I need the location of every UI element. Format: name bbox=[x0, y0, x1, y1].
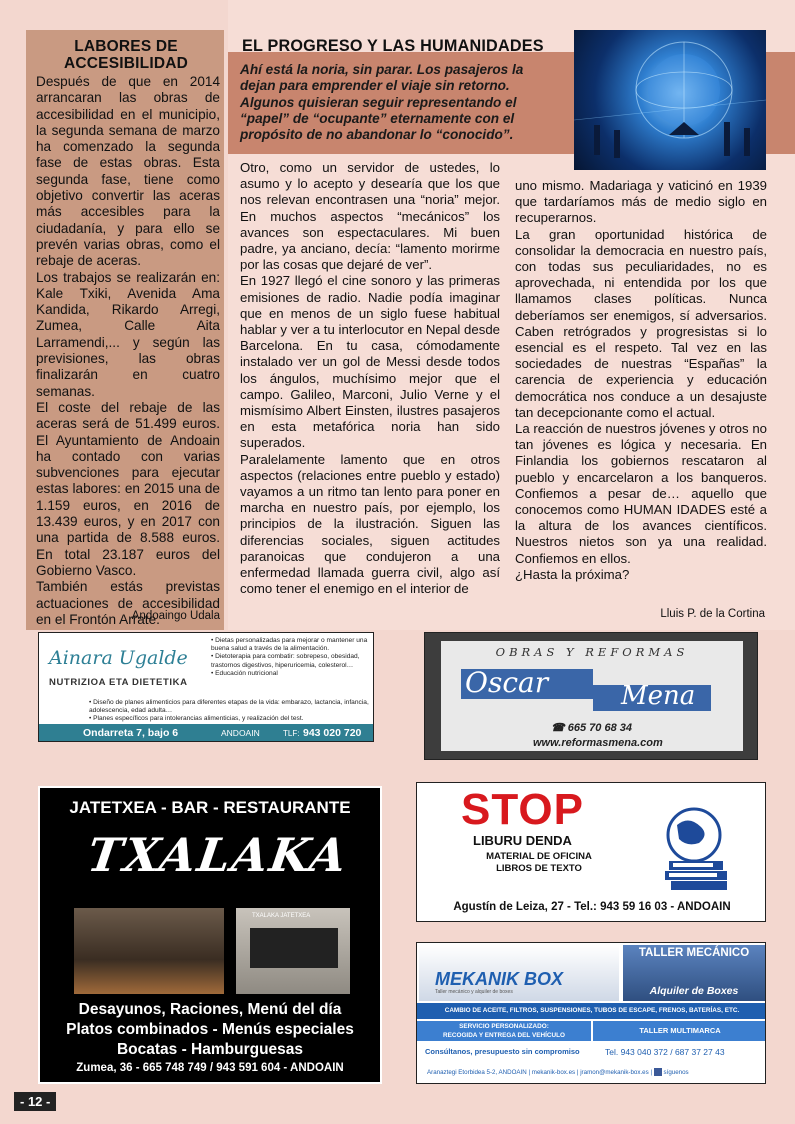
mekanik-alquiler: Alquiler de Boxes bbox=[649, 985, 739, 997]
paragraph: La gran oportunidad histórica de consolidar la democracia en nuestro país, con todas sus peculiaridades, no es aprovechada, ni entendida por los que llamamos clases políticas. Nunca deberíamos ser enemigos, sí adversarios. Caben retrógrados y progresistas si lo esencial es el respeto. Tal vez en las sociedades de nuestras “Españas” la carencia de experiencia y educación democrática nos conduce a un desajuste tan decepcionante como el actual. bbox=[515, 226, 767, 420]
txalaka-address: Zumea, 36 - 665 748 749 / 943 591 604 - ANDOAIN bbox=[76, 1062, 344, 1074]
ainara-subtitle: NUTRIZIOA ETA DIETETIKA bbox=[49, 677, 188, 688]
paragraph: ¿Hasta la próxima? bbox=[515, 566, 630, 582]
ainara-bullets-wide bbox=[89, 699, 371, 724]
bullet-text: Planes específicos para intolerancias alimenticias, y realización del test. bbox=[93, 715, 304, 723]
oscar-web[interactable]: www.reformasmena.com bbox=[533, 737, 663, 749]
hero-image bbox=[574, 30, 766, 170]
stop-line2: MATERIAL DE OFICINA bbox=[486, 851, 592, 862]
page-number: - 12 - bbox=[14, 1092, 56, 1111]
facebook-icon[interactable] bbox=[654, 1068, 662, 1076]
mekanik-social[interactable]: síguenos bbox=[663, 1069, 689, 1076]
stop-line3: LIBROS DE TEXTO bbox=[496, 863, 582, 874]
txalaka-storefront bbox=[250, 928, 338, 968]
ainara-bullets bbox=[211, 637, 371, 678]
ainara-phone: 943 020 720 bbox=[303, 727, 362, 739]
bullet-text: Diseño de planes alimenticios para diferentes etapas de la vida: embarazo, lactancia, infancia, adolescencia, edad adulta… bbox=[89, 699, 369, 715]
paragraph: Paralelamente lamento que en otros aspectos (relaciones entre pueblo y estado) vayamos a un ritmo tan lento para poner en marcha en nuestro país, por ejemplo, los principios de la ilustración. Siguen las diferencias sociales, siguen actitudes paranoicas que condujeron a una enfermedad llamada guerra civil, algo así como tener el enemigo en el interior de bbox=[240, 451, 500, 597]
stop-brand: STOP bbox=[461, 785, 585, 834]
bullet-item: • Educación nutricional bbox=[211, 669, 278, 677]
left-article-signature: Andoaingo Udala bbox=[131, 610, 220, 622]
globe-people-illustration bbox=[574, 30, 766, 170]
paragraph: uno mismo. Madariaga y vaticinó en 1939 que tardaríamos más de medio siglo en recuperarnos. bbox=[515, 178, 767, 226]
menu-line: Bocatas - Hamburguesas bbox=[116, 1041, 304, 1058]
oscar-name-first: Oscar bbox=[465, 666, 549, 699]
txalaka-logo: TXALAKA bbox=[84, 828, 352, 882]
mekanik-taller: TALLER MECÁNICO bbox=[638, 947, 750, 959]
mekanik-footer: Aranaztegi Etorbidea 5-2, ANDOAIN | mekanik-box.es | jramon@mekanik-box.es | síguenos bbox=[427, 1069, 689, 1076]
bullet-item: • Dietoterapia para combatir: sobrepeso, obesidad, trastornos digestivos, hiperuricemia, colesterol… bbox=[211, 653, 360, 669]
mekanik-pickup: RECOGIDA Y ENTREGA DEL VEHÍCULO bbox=[442, 1032, 566, 1039]
main-article-signature: Lluis P. de la Cortina bbox=[660, 608, 765, 620]
paragraph: Los trabajos se realizarán en: Kale Txiki, Avenida Ama Kandida, Rikardo Arregi, Zumea, Calle Aita Larramendi,... y según las previsiones, las obras finalizarán en cuatro semanas. bbox=[36, 269, 220, 399]
mekanik-personalized: SERVICIO PERSONALIZADO: bbox=[459, 1023, 549, 1030]
mekanik-phones: Tel. 943 040 372 / 687 37 27 43 bbox=[605, 1047, 725, 1057]
oscar-header: OBRAS Y REFORMAS bbox=[495, 645, 689, 659]
mekanik-email[interactable]: jramon@mekanik-box.es bbox=[580, 1069, 649, 1076]
main-article-column-2 bbox=[515, 178, 767, 583]
ainara-town: ANDOAIN bbox=[221, 728, 260, 738]
ad-mekanik-box bbox=[416, 942, 766, 1084]
stop-lines bbox=[469, 851, 609, 875]
left-article-title bbox=[36, 38, 216, 72]
stop-line1: LIBURU DENDA bbox=[473, 833, 572, 848]
bullet-item: • Planes específicos para intolerancias alimenticias, y realización del test. bbox=[89, 715, 304, 723]
paragraph: Otro, como un servidor de ustedes, lo asumo y lo acepto y desearía que los que nos relevan encontrasen una “noria” mejor. En muchos aspectos “mecánicos” los avances son espectaculares. Mi buen padre, ya anciano, decía: “lamento morirme por las cosas que dejaré de ver”. bbox=[240, 160, 500, 273]
mekanik-address: Aranaztegi Etorbidea 5-2, ANDOAIN bbox=[427, 1069, 527, 1076]
txalaka-header: JATETXEA - BAR - RESTAURANTE bbox=[69, 798, 351, 817]
ainara-phone-label: TLF: bbox=[283, 729, 300, 738]
paragraph: En 1927 llegó el cine sonoro y las primeras emisiones de radio. Nadie podía imaginar que en menos de un siglo fuese habitual hablar y ver a tu interlocutor en Nepal desde Barcelona. En tu casa, cómodamente instalado ver un gol de Messi desde todos los ángulos, muchísimo mejor que el campo. Galileo, Marconi, Julio Verne y el mismísimo Albert Einsten, ilustres pasajeros en esta metafórica noria han sido superados. bbox=[240, 273, 500, 451]
ainara-footer bbox=[39, 724, 374, 742]
main-article-lead: Ahí está la noria, sin parar. Los pasajeros la dejan para emprender el viaje sin retorno. Algunos quisieran seguir representando el “papel” de “ocupante” eternamente con el propósito de no abandonar lo “conocido”. bbox=[240, 62, 524, 143]
oscar-phone: ☎ 665 70 68 34 bbox=[551, 722, 632, 734]
mekanik-multimarca: TALLER MULTIMARCA bbox=[593, 1021, 766, 1041]
globe-books-icon bbox=[649, 795, 739, 895]
bullet-item: • Dietas personalizadas para mejorar o mantener una buena salud a través de la alimentación. bbox=[211, 637, 368, 653]
paragraph: El coste del rebaje de las aceras será de 51.499 euros. El Ayuntamiento de Andoain ha contado con varias subvenciones para ejecutar estas labores: en 2015 una de 1.159 euros, en 2016 de 13.439 euros, y en 2017 con una partida de 8.588 euros. En total 23.187 euros del Gobierno Vasco. bbox=[36, 399, 220, 578]
ainara-address: Ondarreta 7, bajo 6 bbox=[83, 727, 179, 739]
txalaka-menu bbox=[40, 1000, 380, 1060]
menu-line: Platos combinados - Menús especiales bbox=[66, 1021, 354, 1038]
bullet-text: Dietoterapia para combatir: sobrepeso, obesidad, trastornos digestivos, hiperuricemia, colesterol… bbox=[211, 653, 360, 669]
ainara-logo: Ainara Ugalde bbox=[49, 647, 188, 669]
paragraph: La reacción de nuestros jóvenes y otros no tan jóvenes es lógica y necesaria. En Finlandia los gobiernos rescataron al pueblo y encarcelaron a los banqueros. Confiemos a pesar de… aquello que conocemos como HUMAN IDADES esté a la altura de los avances científicos. Nuestros nietos son ya una realidad. Confiemos en ellos. bbox=[515, 421, 767, 566]
ad-txalaka bbox=[38, 786, 382, 1084]
main-article-column-1 bbox=[240, 160, 500, 597]
title-line: ACCESIBILIDAD bbox=[63, 55, 189, 72]
stop-address: Agustín de Leiza, 27 - Tel.: 943 59 16 03 - ANDOAIN bbox=[453, 901, 731, 913]
mekanik-brand: MEKANIK BOX bbox=[435, 969, 564, 989]
title-line: LABORES DE bbox=[74, 38, 178, 55]
mekanik-consult: Consúltanos, presupuesto sin compromiso bbox=[425, 1047, 580, 1056]
txalaka-photo-interior bbox=[74, 908, 224, 994]
mekanik-personalized-box bbox=[417, 1021, 591, 1041]
paragraph: Después de que en 2014 arrancaran las obras de accesibilidad en el municipio, la segunda semana de marzo ha comenzado la segunda fase de estas obras. Esta segunda fase, tiene como objetivo convertir las aceras más accesibles para la ciudadanía, y para ello se prevén varias obras, como el rebaje de aceras. bbox=[36, 74, 220, 269]
ad-oscar-mena bbox=[424, 632, 758, 760]
mekanik-services: CAMBIO DE ACEITE, FILTROS, SUSPENSIONES, TUBOS DE ESCAPE, FRENOS, BATERÍAS, ETC. bbox=[417, 1003, 766, 1019]
menu-line: Desayunos, Raciones, Menú del día bbox=[78, 1001, 342, 1018]
paragraph: También estás previstas actuaciones de accesibilidad en el Frontón Arrate. bbox=[36, 579, 220, 627]
left-article-body bbox=[36, 74, 220, 628]
main-article-title: EL PROGRESO Y LAS HUMANIDADES bbox=[242, 37, 544, 55]
ad-ainara-ugalde bbox=[38, 632, 374, 742]
bullet-item: • Diseño de planes alimenticios para diferentes etapas de la vida: embarazo, lactancia, infancia, adolescencia, edad adulta… bbox=[89, 699, 369, 715]
txalaka-sign: TXALAKA JATETXEA bbox=[252, 913, 311, 919]
bullet-text: Dietas personalizadas para mejorar o mantener una buena salud a través de la alimentación. bbox=[211, 637, 368, 653]
bullet-text: Educación nutricional bbox=[215, 669, 278, 677]
mekanik-web[interactable]: mekanik-box.es bbox=[531, 1069, 576, 1076]
ad-stop-liburu-denda bbox=[416, 782, 766, 922]
mekanik-tagline: Taller mecánico y alquiler de boxes bbox=[435, 989, 513, 995]
oscar-name-last: Mena bbox=[621, 681, 696, 711]
